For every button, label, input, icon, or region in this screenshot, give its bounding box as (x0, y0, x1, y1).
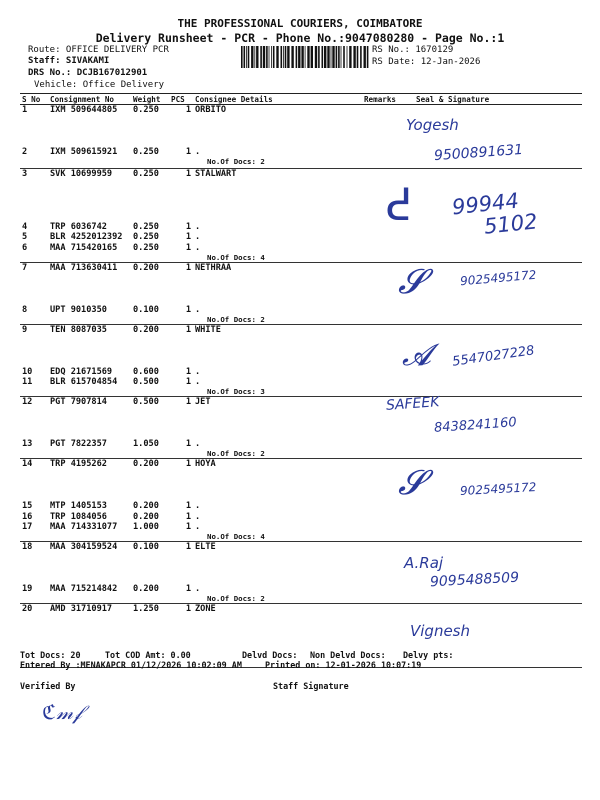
row-seal (398, 243, 582, 263)
barcode-bar (285, 46, 287, 68)
row-pcs: 1 (185, 501, 191, 511)
consignee-name: ZONE (195, 604, 216, 614)
row-sno: 13 (20, 439, 48, 459)
col-weight: Weight (131, 94, 169, 105)
row-weight: 1.250 (131, 604, 169, 668)
row-sno: 14 (22, 459, 33, 469)
row-remarks (352, 324, 398, 367)
row-pcs: 1 (169, 604, 193, 668)
row-consignment: BLR 615704854 (48, 377, 131, 397)
row-remarks (352, 377, 398, 397)
row-consignee (193, 147, 352, 169)
col-consignee: Consignee Details (193, 94, 352, 105)
row-consignee (193, 584, 352, 604)
row-pcs: 1 (185, 511, 191, 522)
row-sno: 15 (22, 501, 33, 511)
row-consignee (193, 262, 352, 305)
row-weight: 0.600 (133, 366, 159, 377)
barcode-bar (281, 46, 283, 68)
row-remarks (352, 367, 398, 378)
row-consignment: IXM 509615921 (48, 147, 131, 169)
row-weight: 0.250 (133, 221, 159, 232)
signature-5-name: SAFEEK (385, 394, 440, 414)
row-weight: 0.200 (133, 262, 159, 273)
row-weight: 0.200 (133, 511, 159, 522)
row-consignee (193, 305, 352, 325)
barcode-bar (364, 46, 366, 68)
barcode-bar (341, 46, 342, 68)
row-consignee (193, 542, 352, 585)
row-sno: 19 (20, 584, 48, 604)
row-remarks (352, 243, 398, 263)
col-seal: Seal & Signature (398, 94, 582, 105)
barcode-bar (336, 46, 338, 68)
row-sno: 3 (22, 169, 28, 179)
consignee-blank: . (195, 221, 201, 232)
consignee-name (195, 512, 350, 522)
row-consignment: AMD 31710917 (48, 604, 131, 668)
row-pcs: 1 (169, 522, 193, 542)
row-pcs: 1 (185, 366, 191, 377)
row-consignee (193, 397, 352, 440)
row-pcs: 1 (185, 221, 191, 232)
row-consignment: MAA 715420165 (48, 243, 131, 263)
row-remarks (352, 147, 398, 169)
row-weight: 0.250 (133, 232, 159, 242)
row-sno: 10 (22, 366, 33, 377)
signature-3-phone: 9025495172 (459, 267, 537, 289)
entered-by: Entered By :MENAKAPCR 01/12/2026 10:02:09 AM (20, 660, 242, 670)
row-pcs: 1 (169, 377, 193, 397)
consignee-name: NETHRAA (195, 262, 232, 273)
row-sno: 1 (22, 105, 28, 115)
row-remarks (352, 542, 398, 585)
row-sno: 18 (22, 542, 33, 552)
signature-3-mark: 𝓢 (398, 262, 425, 302)
row-pcs: 1 (185, 542, 191, 552)
row-consignment: IXM 509644805 (50, 105, 118, 115)
consignee-blank: . (195, 501, 201, 511)
signature-5-phone: 8438241160 (433, 415, 518, 436)
docs-count-note: No.Of Docs: 4 (207, 532, 265, 541)
table-header-row (20, 94, 582, 105)
barcode-bar (353, 46, 355, 68)
row-sno: 17 (20, 522, 48, 542)
barcode-bar (338, 46, 340, 68)
row-remarks (352, 512, 398, 523)
table-row (20, 305, 582, 325)
consignee-name: ELTE (195, 542, 216, 552)
company-name: THE PROFESSIONAL COURIERS, COIMBATORE (177, 17, 423, 30)
row-weight: 0.500 (133, 397, 159, 407)
row-seal (398, 512, 582, 523)
consignee-name (195, 501, 350, 511)
consignee-blank: . (195, 511, 201, 522)
row-consignment: UPT 9010350 (48, 305, 131, 325)
row-consignment: MAA 715214842 (48, 584, 131, 604)
row-consignee (193, 105, 352, 148)
row-consignee (193, 512, 352, 523)
col-pcs: PCS (169, 94, 193, 105)
signature-8-name: Vignesh (410, 622, 471, 640)
row-remarks (352, 232, 398, 243)
consignee-name (195, 367, 350, 377)
table-row (20, 522, 582, 542)
printed-on: Printed on: 12-01-2026 10:07:19 (265, 660, 422, 670)
row-weight: 0.250 (133, 169, 159, 179)
table-row (20, 439, 582, 459)
consignee-blank: . (195, 439, 201, 449)
barcode-bar (324, 46, 326, 68)
table-row (20, 377, 582, 397)
table-row (20, 512, 582, 523)
row-consignee (193, 501, 352, 512)
row-weight: 0.250 (131, 243, 169, 263)
row-consignment: EDQ 21671569 (50, 366, 113, 377)
barcode-bar (343, 46, 345, 68)
row-consignment: TRP 1084056 (50, 511, 107, 522)
row-pcs: 1 (185, 324, 191, 335)
barcode-bar (246, 46, 247, 68)
docs-count-note: No.Of Docs: 2 (207, 157, 265, 166)
signature-7-name: A.Raj (404, 554, 444, 572)
table-row (20, 584, 582, 604)
barcode-bar (271, 46, 272, 68)
row-sno: 2 (20, 147, 48, 169)
row-seal (398, 501, 582, 512)
row-sno: 20 (20, 604, 48, 668)
barcode-bar (241, 46, 243, 68)
row-weight: 0.200 (131, 584, 169, 604)
barcode-bar (301, 46, 303, 68)
row-sno: 7 (22, 262, 28, 273)
total-docs: Tot Docs: 20 (20, 650, 81, 660)
barcode-bar (296, 46, 298, 68)
row-pcs: 1 (169, 147, 193, 169)
row-consignment: TRP 6036742 (50, 221, 107, 232)
row-consignment: MTP 1405153 (50, 501, 107, 511)
barcode-bar (260, 46, 262, 68)
row-remarks (352, 459, 398, 502)
row-pcs: 1 (185, 262, 191, 273)
barcode-bar (311, 46, 313, 68)
row-consignee (193, 324, 352, 367)
row-consignment: TEN 8087035 (50, 324, 107, 335)
barcode-bar (322, 46, 324, 68)
barcode-bar (347, 46, 348, 68)
row-weight: 0.200 (133, 501, 159, 511)
consignee-name (195, 522, 350, 532)
consignee-name (195, 305, 350, 315)
drs-number: DRS No.: DCJB167012901 (28, 68, 148, 78)
consignee-name (195, 222, 350, 232)
barcode-bar (263, 46, 265, 68)
signature-6-phone: 9025495172 (459, 480, 537, 498)
consignee-blank: . (195, 584, 201, 594)
row-weight: 0.250 (131, 147, 169, 169)
row-consignee (193, 222, 352, 233)
row-sno: 11 (20, 377, 48, 397)
barcode-bar (256, 46, 258, 68)
row-consignment: MAA 304159524 (50, 542, 118, 552)
barcode-bar (327, 46, 329, 68)
row-consignment: BLR 4252012392 (50, 232, 123, 242)
barcode-bar (251, 46, 253, 68)
vehicle-label: Vehicle: Office Delivery (34, 80, 165, 90)
signature-2-mark: ᕍ (386, 180, 413, 231)
docs-count-note: No.Of Docs: 3 (207, 387, 265, 396)
rs-date: RS Date: 12-Jan-2026 (372, 57, 481, 67)
row-remarks (352, 584, 398, 604)
barcode-bar (305, 46, 306, 68)
barcode-bar (269, 46, 270, 68)
signature-1-name: Yogesh (406, 116, 459, 134)
barcode-bar (244, 46, 246, 68)
row-remarks (352, 305, 398, 325)
consignee-name (195, 232, 350, 242)
barcode-bar (273, 46, 275, 68)
row-weight: 0.250 (133, 105, 159, 115)
consignee-blank: . (195, 232, 201, 242)
row-remarks (352, 262, 398, 305)
consignee-name (195, 584, 350, 594)
runsheet-title: Delivery Runsheet - PCR - Phone No.:9047080280 - Page No.:1 (95, 31, 505, 45)
signature-2-line1: 99944 (450, 188, 520, 220)
delivered-docs: Delvd Docs: (242, 650, 298, 660)
barcode-bar (283, 46, 284, 68)
consignee-name (195, 439, 350, 449)
docs-count-note: No.Of Docs: 2 (207, 314, 265, 324)
signature-1-phone: 9500891631 (433, 141, 524, 165)
row-weight: 0.100 (131, 305, 169, 325)
row-pcs: 1 (185, 459, 191, 469)
consignee-name: ORBITO (195, 105, 227, 115)
barcode-bar (254, 46, 255, 68)
barcode-bar (307, 46, 309, 68)
row-consignee (193, 367, 352, 378)
row-consignee (193, 377, 352, 397)
row-sno: 16 (22, 511, 33, 522)
row-seal (398, 377, 582, 397)
row-sno: 9 (22, 324, 28, 335)
barcode-bar (349, 46, 351, 68)
row-sno: 8 (20, 305, 48, 325)
barcode-bar (291, 46, 293, 68)
barcode-bar (331, 46, 332, 68)
row-consignee (193, 169, 352, 222)
signature-4-phone: 5547027228 (451, 343, 536, 370)
verified-by-label: Verified By (20, 681, 76, 691)
non-delivered-docs: Non Delvd Docs: (310, 650, 386, 660)
signature-6-mark: 𝓢 (398, 463, 425, 503)
barcode-bar (287, 46, 289, 68)
row-pcs: 1 (169, 439, 193, 459)
staff-signature-label: Staff Signature (273, 681, 349, 691)
barcode-bar (315, 46, 317, 68)
row-pcs: 1 (185, 105, 191, 115)
delivery-points: Delvy pts: (403, 650, 454, 660)
consignee-name: WHITE (195, 324, 221, 335)
row-remarks (352, 501, 398, 512)
row-pcs: 1 (169, 305, 193, 325)
row-weight: 0.500 (131, 377, 169, 397)
row-consignment: SVK 10699959 (50, 169, 113, 179)
consignee-blank: . (195, 147, 201, 157)
row-weight: 0.200 (133, 324, 159, 335)
row-consignee (193, 232, 352, 243)
row-seal (398, 522, 582, 542)
row-consignee (193, 459, 352, 502)
row-remarks (352, 439, 398, 459)
row-consignment: PGT 7907814 (50, 397, 107, 407)
row-seal (398, 439, 582, 459)
signature-4-mark: 𝓐 (402, 338, 431, 373)
row-sno: 4 (22, 221, 28, 232)
consignee-name: JET (195, 397, 211, 407)
total-cod: Tot COD Amt: 0.00 (105, 650, 191, 660)
barcode-bar (266, 46, 268, 68)
col-sno: S No (20, 94, 48, 105)
signature-7-phone: 9095488509 (429, 569, 520, 591)
consignee-blank: . (195, 242, 201, 253)
row-consignment: TRP 4195262 (50, 459, 107, 469)
col-consignment: Consignment No (48, 94, 131, 105)
table-row (20, 501, 582, 512)
row-consignment: PGT 7822357 (48, 439, 131, 459)
route-label: Route: OFFICE DELIVERY PCR (28, 45, 169, 55)
row-pcs: 1 (169, 243, 193, 263)
barcode-bar (276, 46, 278, 68)
verifier-initials: ℭ𝓂𝒻 (42, 700, 82, 724)
barcode-bar (298, 46, 300, 68)
docs-count-note: No.Of Docs: 2 (207, 449, 265, 458)
barcode-bar (248, 46, 250, 68)
consignee-name: STALWART (195, 169, 237, 179)
row-consignee (193, 439, 352, 459)
row-weight: 0.200 (133, 459, 159, 469)
signature-2-line2: 5102 (482, 209, 539, 239)
table-row (20, 105, 582, 148)
row-sno: 12 (22, 397, 33, 407)
barcode-image (241, 46, 369, 68)
rs-number: RS No.: 1670129 (372, 45, 454, 55)
row-pcs: 1 (185, 397, 191, 407)
row-consignee (193, 522, 352, 542)
table-row (20, 243, 582, 263)
row-remarks (352, 105, 398, 148)
consignee-name (195, 147, 350, 157)
barcode-bar (318, 46, 320, 68)
consignee-blank: . (195, 304, 201, 315)
row-weight: 0.100 (133, 542, 159, 552)
row-remarks (352, 522, 398, 542)
docs-count-note: No.Of Docs: 2 (207, 594, 265, 603)
row-weight: 1.000 (131, 522, 169, 542)
barcode-bar (360, 46, 362, 68)
row-sno: 5 (22, 232, 28, 242)
row-pcs: 1 (185, 169, 191, 179)
row-consignment: MAA 713630411 (50, 262, 118, 273)
consignee-name (195, 377, 350, 387)
consignee-blank: . (195, 366, 201, 377)
consignee-blank: . (195, 377, 201, 387)
row-consignment: MAA 714331077 (48, 522, 131, 542)
staff-label: Staff: SIVAKAMI (28, 56, 110, 66)
consignee-blank: . (195, 522, 201, 532)
row-sno: 6 (20, 243, 48, 263)
table-row (20, 367, 582, 378)
docs-count-note: No.Of Docs: 4 (207, 252, 265, 262)
barcode-bar (367, 46, 369, 68)
col-remarks: Remarks (352, 94, 398, 105)
row-seal (398, 305, 582, 325)
row-pcs: 1 (185, 232, 191, 242)
row-pcs: 1 (169, 584, 193, 604)
consignee-name (195, 243, 350, 253)
row-weight: 1.050 (131, 439, 169, 459)
row-consignee (193, 243, 352, 263)
consignee-name: HOYA (195, 459, 216, 469)
barcode-bar (332, 46, 334, 68)
barcode-bar (357, 46, 359, 68)
